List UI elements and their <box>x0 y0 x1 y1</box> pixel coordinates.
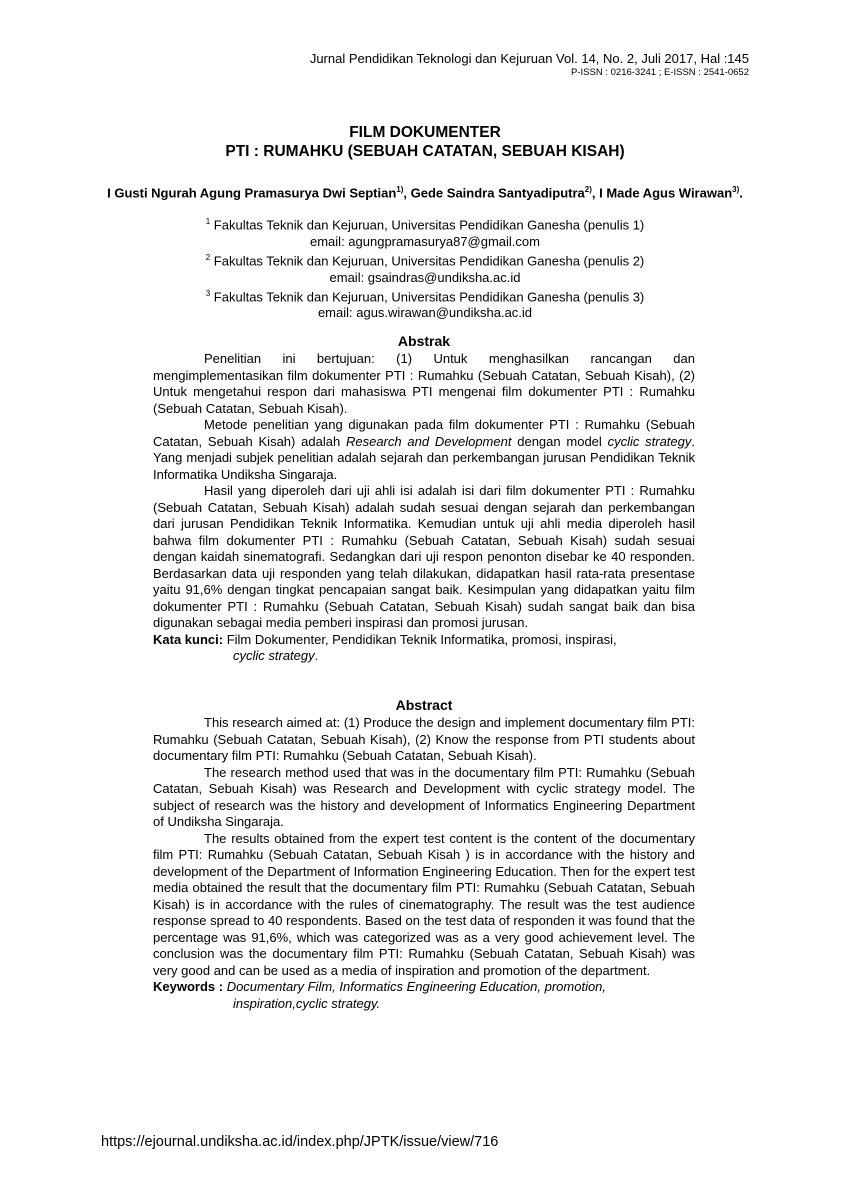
abstrak-p2-italic-1: Research and Development <box>345 433 512 449</box>
title-line-1: FILM DOKUMENTER <box>349 124 501 141</box>
abstract-paragraph-3: The results obtained from the expert test content is the content of the documentary film PTI: Rumahku (Sebuah Catatan, Sebuah Kisah ) is in accordance with the history and development of the Department of Information Engineering Education. Then for the expert test media obtained the result that the documentary film PTI: Rumahku (Sebuah Catatan, Sebuah Kisah) is in accordance with the rules of cinematography. The result was the test audience response spread to 40 respondents. Based on the test data of responden it was found that the percentage was 91,6%, which was categorized was as a very good achievement level. The conclusion was the documentary film PTI: Rumahku (Sebuah Catatan, Sebuah Kisah) was very good and can be used as a media of inspiration and promotion of the department. <box>153 830 695 978</box>
email-3: email: agus.wirawan@undiksha.ac.id <box>317 305 533 321</box>
affiliation-3 <box>0 286 850 306</box>
kata-kunci-line-2 <box>153 648 695 665</box>
issn-line: P-ISSN : 0216-3241 ; E-ISSN : 2541-0652 <box>571 67 749 78</box>
abstrak-p2-text-c: . Yang menjadi subjek penelitian adalah sejarah dan perkembangan jurusan Pendidikan Teknik Informatika Undiksha Singaraja. <box>153 433 695 482</box>
affiliation-1 <box>0 214 850 234</box>
abstract-section <box>153 697 695 1012</box>
abstrak-paragraph-2 <box>153 417 695 483</box>
footer-url[interactable]: https://ejournal.undiksha.ac.id/index.php/JPTK/issue/view/716 <box>101 1134 499 1150</box>
abstract-paragraph-2: The research method used that was in the documentary film PTI: Rumahku (Sebuah Catatan, Sebuah Kisah) was Research and Development with cyclic strategy model. The subject of research was the history and development of Informatics Engineering Department of Undiksha Singaraja. <box>153 764 695 829</box>
keywords <box>153 979 695 996</box>
kata-kunci-text-2: cyclic strategy <box>233 648 315 663</box>
author-list-end: . <box>739 185 743 201</box>
author-2-mark: 2) <box>584 185 592 194</box>
abstrak-p2-italic-2: cyclic strategy <box>607 433 692 449</box>
kata-kunci <box>153 632 695 649</box>
affiliation-1-mark: 1 <box>205 217 211 226</box>
keywords-label: Keywords : <box>153 979 224 994</box>
kata-kunci-text: Film Dokumenter, Pendidikan Teknik Informatika, promosi, inspirasi, <box>223 631 617 647</box>
abstract-paragraph-1: This research aimed at: (1) Produce the design and implement documentary film PTI: Rumahku (Sebuah Catatan, Sebuah Kisah), (2) Know the response from PTI students about documentary film PTI: Rumahku (Sebuah Catatan, Sebuah Kisah). <box>153 715 695 763</box>
affiliation-2-mark: 2 <box>205 252 211 262</box>
journal-citation: Jurnal Pendidikan Teknologi dan Kejuruan Vol. 14, No. 2, Juli 2017, Hal :145 <box>309 51 749 66</box>
keywords-line-2 <box>153 996 695 1013</box>
abstrak-p2-text-b: dengan model <box>511 433 608 449</box>
author-list <box>105 182 745 201</box>
affiliations <box>0 214 850 322</box>
author-1: I Gusti Ngurah Agung Pramasurya Dwi Septian <box>107 185 397 201</box>
abstrak-paragraph-1: Penelitian ini bertujuan: (1) Untuk menghasilkan rancangan dan mengimplementasikan film dokumenter PTI : Rumahku (Sebuah Catatan, Sebuah Kisah), (2) Untuk mengetahui respon dari mahasiswa PTI mengenai film dokumenter PTI : Rumahku (Sebuah Catatan, Sebuah Kisah). <box>153 351 695 416</box>
affiliation-2 <box>0 250 850 270</box>
author-1-mark: 1) <box>396 185 404 194</box>
kata-kunci-end: . <box>314 648 319 663</box>
author-3: , I Made Agus Wirawan <box>591 185 733 201</box>
author-3-mark: 3) <box>732 185 740 194</box>
affiliation-2-text: Fakultas Teknik dan Kejuruan, Universitas Pendidikan Ganesha (penulis 2) <box>210 253 645 269</box>
abstrak-paragraph-3: Hasil yang diperoleh dari uji ahli isi adalah isi dari film dokumenter PTI : Rumahku (Sebuah Catatan, Sebuah Kisah) adalah sudah sesuai dengan sejarah dan perkembangan dari jurusan Pendidikan Teknik Informatika. Kemudian untuk uji ahli media diperoleh hasil bahwa film dokumenter PTI : Rumahku (Sebuah Catatan, Sebuah Kisah) sudah sesuai dengan kaidah sinematografi. Sedangkan dari uji respon penonton disebar ke 40 responden. Berdasarkan data uji responden yang telah dilakukan, didapatkan hasil rata-rata presentase yaitu 91,6% dengan tingkat pencapaian sangat baik. Kesimpulan yang didapatkan yaitu film dokumenter PTI : Rumahku (Sebuah Catatan, Sebuah Kisah) sudah sangat baik dan bisa digunakan sebagai media pemberi inspirasi dan promosi jurusan. <box>153 483 695 630</box>
kata-kunci-label: Kata kunci: <box>153 631 224 647</box>
title-line-2: PTI : RUMAHKU (SEBUAH CATATAN, SEBUAH KISAH) <box>225 143 625 160</box>
abstrak-section <box>153 333 695 665</box>
keywords-text: Documentary Film, Informatics Engineering Education, promotion, <box>223 979 607 994</box>
email-1: email: agungpramasurya87@gmail.com <box>310 233 540 249</box>
affiliation-3-mark: 3 <box>205 288 211 298</box>
abstrak-p2-text-a: Metode penelitian yang digunakan pada film dokumenter PTI : Rumahku (Sebuah Catatan, Sebuah Kisah) adalah <box>153 417 695 449</box>
abstrak-heading: Abstrak <box>397 333 451 349</box>
paper-title <box>0 123 850 161</box>
affiliation-3-text: Fakultas Teknik dan Kejuruan, Universitas Pendidikan Ganesha (penulis 3) <box>210 289 645 305</box>
running-header <box>310 51 749 79</box>
author-2: , Gede Saindra Santyadiputra <box>403 185 585 201</box>
email-2: email: gsaindras@undiksha.ac.id <box>329 269 521 285</box>
abstract-heading: Abstract <box>395 697 453 713</box>
keywords-text-2: inspiration,cyclic strategy. <box>233 995 381 1011</box>
affiliation-1-text: Fakultas Teknik dan Kejuruan, Universitas Pendidikan Ganesha (penulis 1) <box>210 217 645 233</box>
